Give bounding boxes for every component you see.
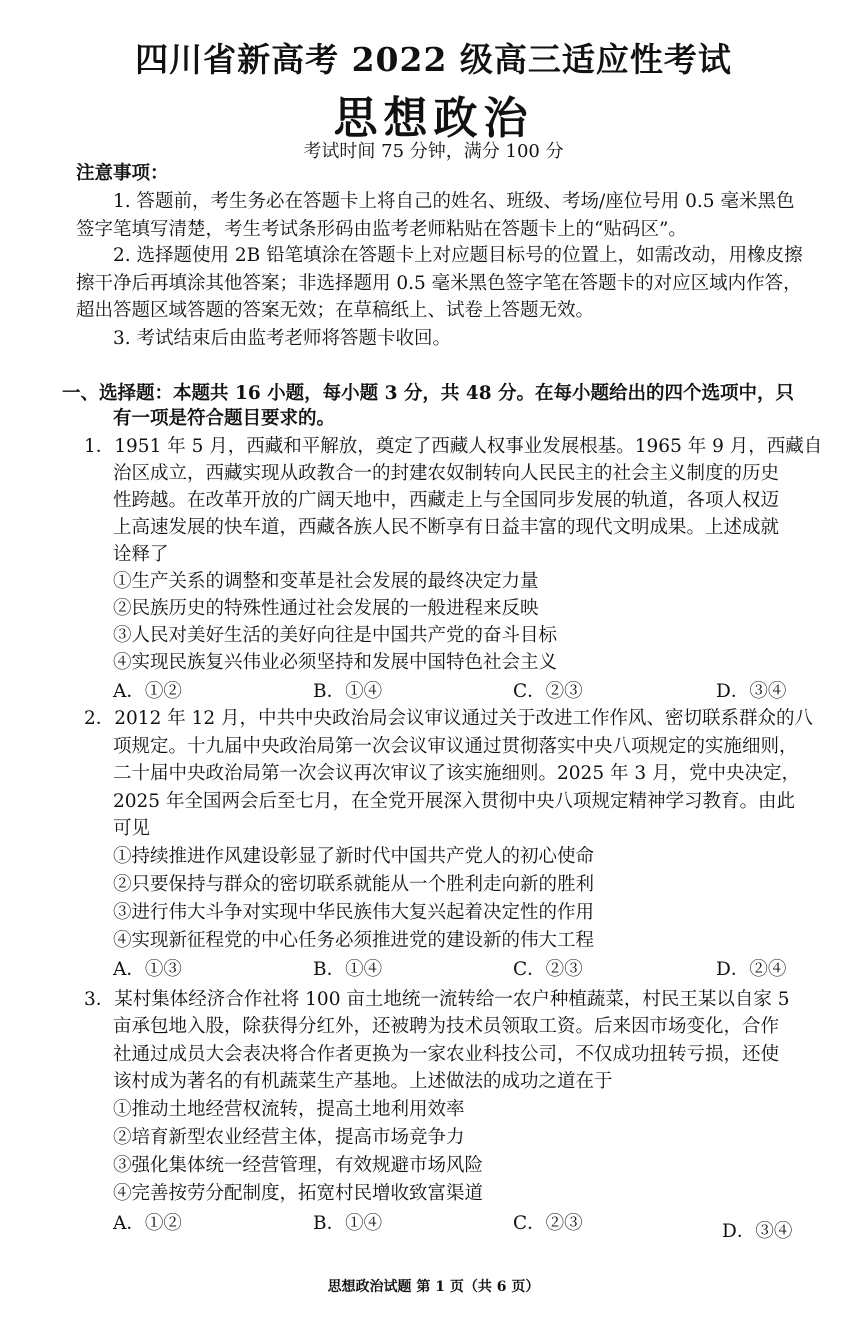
section-heading: 一、选择题：本题共 16 小题，每小题 3 分，共 48 分。在每小题给出的四个选项中，只 bbox=[62, 383, 795, 404]
exam-title: 四川省新高考 2022 级高三适应性考试 bbox=[135, 40, 732, 79]
question-1-stem: 诠释了 bbox=[113, 544, 169, 565]
subject-title: 思想政治 bbox=[333, 93, 534, 144]
question-1-statement: ④实现民族复兴伟业必须坚持和发展中国特色社会主义 bbox=[113, 652, 558, 673]
question-2-stem: 二十届中央政治局第一次会议再次审议了该实施细则。2025 年 3 月，党中央决定， bbox=[113, 763, 800, 784]
question-1-stem: 治区成立，西藏实现从政教合一的封建农奴制转向人民民主的社会主义制度的历史 bbox=[113, 463, 780, 484]
question-2-statement: ②只要保持与群众的密切联系就能从一个胜利走向新的胜利 bbox=[113, 874, 595, 895]
notice-line: 1. 答题前，考生务必在答题卡上将自己的姓名、班级、考场/座位号用 0.5 毫米黑色 bbox=[113, 191, 795, 212]
question-3-stem: 该村成为著名的有机蔬菜生产基地。上述做法的成功之道在于 bbox=[113, 1071, 613, 1092]
question-1-option-c: C．②③ bbox=[513, 681, 583, 702]
notice-line: 3. 考试结束后由监考老师将答题卡收回。 bbox=[113, 328, 452, 349]
question-3-statement: ②培育新型农业经营主体，提高市场竞争力 bbox=[113, 1127, 465, 1148]
question-2-statement: ①持续推进作风建设彰显了新时代中国共产党人的初心使命 bbox=[113, 846, 595, 867]
question-3-statement: ①推动土地经营权流转，提高土地利用效率 bbox=[113, 1099, 465, 1120]
question-3-statement: ③强化集体统一经营管理，有效规避市场风险 bbox=[113, 1155, 484, 1176]
section-heading-cont: 有一项是符合题目要求的。 bbox=[113, 408, 336, 429]
question-3-stem: 社通过成员大会表决将合作者更换为一家农业科技公司，不仅成功扭转亏损，还使 bbox=[113, 1044, 780, 1065]
question-3-stem: 亩承包地入股，除获得分红外，还被聘为技术员领取工资。后来因市场变化，合作 bbox=[113, 1016, 780, 1037]
question-1-statement: ③人民对美好生活的美好向往是中国共产党的奋斗目标 bbox=[113, 625, 558, 646]
question-2-statement: ④实现新征程党的中心任务必须推进党的建设新的伟大工程 bbox=[113, 930, 595, 951]
question-1-statement: ②民族历史的特殊性通过社会发展的一般进程来反映 bbox=[113, 598, 539, 619]
question-3-option-c: C．②③ bbox=[513, 1213, 583, 1234]
question-3-option-d: D．③④ bbox=[722, 1221, 793, 1242]
page-footer: 思想政治试题 第 1 页（共 6 页） bbox=[327, 1279, 540, 1295]
question-1-stem: 上高速发展的快车道，西藏各族人民不断享有日益丰富的现代文明成果。上述成就 bbox=[113, 517, 780, 538]
question-1-option-d: D．③④ bbox=[716, 681, 787, 702]
question-2-statement: ③进行伟大斗争对实现中华民族伟大复兴起着决定性的作用 bbox=[113, 902, 595, 923]
question-1-option-b: B．①④ bbox=[313, 681, 383, 702]
question-2-option-c: C．②③ bbox=[513, 959, 583, 980]
question-1-stem: 性跨越。在改革开放的广阔天地中，西藏走上与全国同步发展的轨道，各项人权迈 bbox=[113, 490, 780, 511]
question-2-option-a: A．①③ bbox=[113, 959, 182, 980]
question-1-stem: 1．1951 年 5 月，西藏和平解放，奠定了西藏人权事业发展根基。1965 年 9 月，西藏自 bbox=[84, 436, 823, 457]
question-3-stem: 3．某村集体经济合作社将 100 亩土地统一流转给一农户种植蔬菜，村民王某以自家 5 bbox=[84, 989, 790, 1010]
question-3-statement: ④完善按劳分配制度，拓宽村民增收致富渠道 bbox=[113, 1183, 484, 1204]
question-2-option-b: B．①④ bbox=[313, 959, 383, 980]
question-3-option-a: A．①② bbox=[113, 1213, 182, 1234]
notice-heading: 注意事项： bbox=[76, 163, 169, 184]
question-2-stem: 可见 bbox=[113, 818, 151, 839]
question-1-statement: ①生产关系的调整和变革是社会发展的最终决定力量 bbox=[113, 571, 539, 592]
notice-line: 签字笔填写清楚，考生考试条形码由监考老师粘贴在答题卡上的“贴码区”。 bbox=[76, 219, 687, 240]
notice-line: 擦干净后再填涂其他答案；非选择题用 0.5 毫米黑色签字笔在答题卡的对应区域内作答， bbox=[76, 273, 802, 294]
question-1-option-a: A．①② bbox=[113, 681, 182, 702]
question-2-stem: 项规定。十九届中央政治局第一次会议审议通过贯彻落实中央八项规定的实施细则， bbox=[113, 736, 798, 757]
question-3-option-b: B．①④ bbox=[313, 1213, 383, 1234]
exam-time: 考试时间 75 分钟，满分 100 分 bbox=[303, 141, 564, 162]
notice-line: 超出答题区域答题的答案无效；在草稿纸上、试卷上答题无效。 bbox=[76, 300, 595, 321]
question-2-option-d: D．②④ bbox=[716, 959, 787, 980]
question-2-stem: 2025 年全国两会后至七月，在全党开展深入贯彻中央八项规定精神学习教育。由此 bbox=[113, 791, 795, 812]
notice-line: 2. 选择题使用 2B 铅笔填涂在答题卡上对应题目标号的位置上，如需改动，用橡皮擦 bbox=[113, 245, 803, 266]
question-2-stem: 2．2012 年 12 月，中共中央政治局会议审议通过关于改进工作作风、密切联系群众的八 bbox=[84, 708, 814, 729]
